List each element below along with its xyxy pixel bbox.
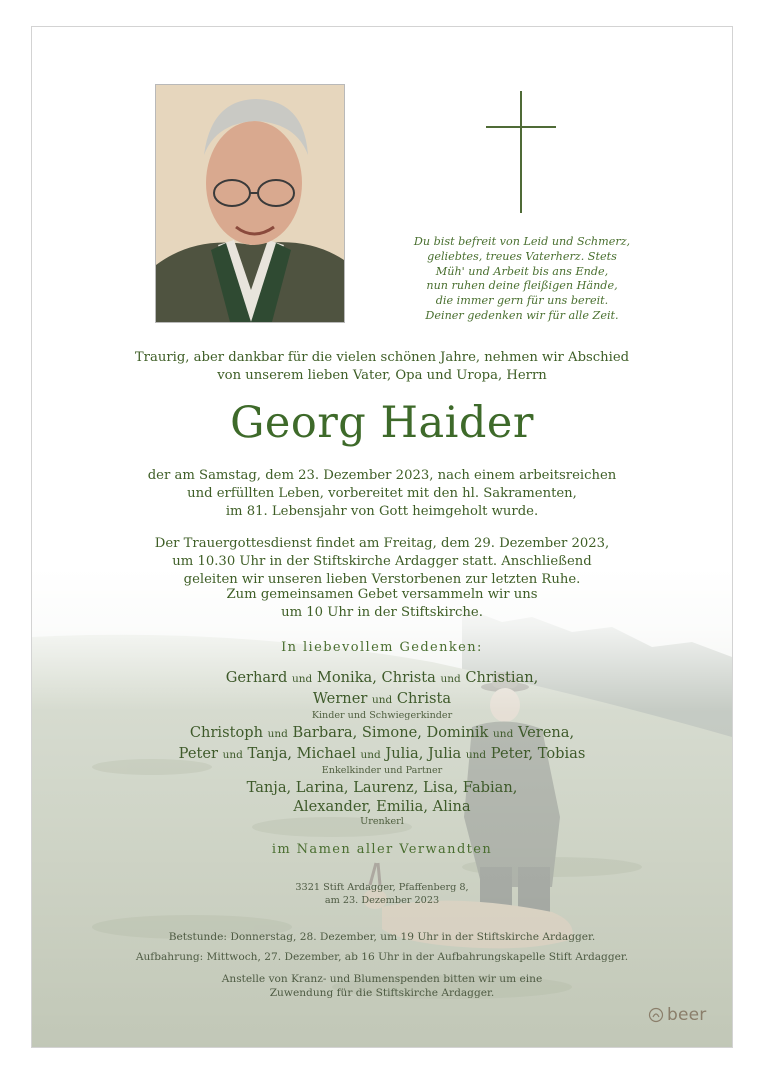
family-line: Tanja, Larina, Laurenz, Lisa, Fabian, [246,779,518,796]
children-family-group [32,668,732,722]
prayer-line: Zum gemeinsamen Gebet versammeln wir uns [226,587,538,602]
memorial-poem [382,235,662,324]
funeral-line: um 10.30 Uhr in der Stiftskirche Ardagger statt. Anschließend [172,554,592,569]
death-line: der am Samstag, dem 23. Dezember 2023, nach einem arbeitsreichen [147,468,617,483]
conjunction: und [360,749,381,761]
funeral-line: Der Trauergottesdienst findet am Freitag, dem 29. Dezember 2023, [154,536,610,551]
cross-icon [486,91,556,213]
intro-line: Traurig, aber dankbar für die vielen schönen Jahre, nehmen wir Abschied [134,350,630,365]
poem-line: Müh' und Arbeit bis ans Ende, [435,264,609,278]
family-role-label: Kinder und Schwiegerkinder [311,710,453,721]
beer-logo-icon [648,1007,664,1023]
donation-info [32,973,732,1000]
conjunction: und [222,749,243,761]
donation-line: Anstelle von Kranz- und Blumenspenden bitten wir um eine [221,973,543,985]
conjunction: und [371,694,393,706]
family-name: Tanja, Michael [247,745,356,762]
prayer-line: um 10 Uhr in der Stiftskirche. [281,605,483,620]
address-line: am 23. Dezember 2023 [324,894,440,906]
family-name: Monika, Christa [316,669,436,686]
betstunde-text: Betstunde: Donnerstag, 28. Dezember, um 19 Uhr in der Stiftskirche Ardagger. [168,931,596,943]
death-announcement [32,467,732,521]
deceased-name-text: Georg Haider [230,398,534,448]
family-name: Werner [312,690,368,707]
family-name: Christoph [189,724,263,741]
family-line [32,668,732,689]
family-line [32,723,732,744]
conjunction: und [465,749,487,761]
grandchildren-family-group [32,723,732,777]
intro-line: von unserem lieben Vater, Opa und Uropa, Herrn [217,368,547,383]
poem-line: nun ruhen deine fleißigen Hände, [426,279,618,293]
parte-card [31,26,733,1048]
family-name: Verena, [517,724,575,741]
funeral-service-text [32,535,732,589]
conjunction: und [493,728,514,740]
memory-heading [32,639,732,657]
beer-logo [648,1005,707,1025]
family-name: Barbara, Simone, Dominik [292,724,489,741]
conjunction: und [292,673,313,685]
donation-line: Zuwendung für die Stiftskirche Ardagger. [269,986,495,999]
conjunction: und [267,728,288,740]
family-name: Julia, Julia [385,745,462,762]
address-block [32,882,732,907]
family-line [32,689,732,710]
family-name: Gerhard [225,669,288,686]
poem-line: die immer gern für uns bereit. [435,294,609,308]
address-line: 3321 Stift Ardagger, Pfaffenberg 8, [295,882,469,893]
family-name: Peter, Tobias [490,745,586,762]
deceased-portrait-photo [155,84,345,323]
family-name: Christa [396,690,452,707]
memory-heading-text: In liebevollem Gedenken: [281,640,483,655]
family-line: Alexander, Emilia, Alina [293,798,471,815]
poem-line: Deiner gedenken wir für alle Zeit. [425,308,619,322]
deceased-name [32,395,732,451]
death-line: im 81. Lebensjahr von Gott heimgeholt wurde. [225,504,539,519]
poem-line: geliebtes, treues Vaterherz. Stets [427,249,617,263]
prayer-text [32,586,732,622]
beer-logo-text: beer [667,1005,707,1025]
family-role-label: Urenkerl [360,816,404,827]
family-name: Peter [178,745,218,762]
family-name: Christian, [465,669,539,686]
relatives-line [32,841,732,859]
great-grandchildren-family-group [32,778,732,828]
family-role-label: Enkelkinder und Partner [321,765,443,776]
conjunction: und [440,673,461,685]
death-line: und erfüllten Leben, vorbereitet mit den hl. Sakramenten, [187,486,577,501]
aufbahrung-info [32,951,732,965]
funeral-line: geleiten wir unseren lieben Verstorbenen zur letzten Ruhe. [183,572,581,587]
aufbahrung-text: Aufbahrung: Mittwoch, 27. Dezember, ab 16 Uhr in der Aufbahrungskapelle Stift Ardagger. [135,951,629,963]
family-line [32,744,732,765]
relatives-line-text: im Namen aller Verwandten [271,842,493,857]
poem-line: Du bist befreit von Leid und Schmerz, [413,235,631,248]
intro-text [32,349,732,385]
betstunde-info [32,931,732,945]
